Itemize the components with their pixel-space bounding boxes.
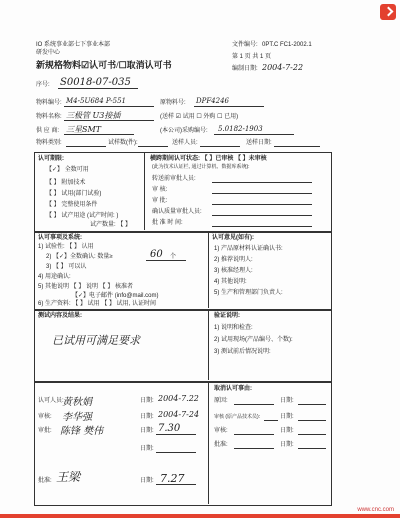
section-subtitle: (此为技术认证栏, 通过计算机、数据库系统): bbox=[152, 164, 250, 170]
approval-row-line bbox=[212, 182, 312, 183]
section-title: 认可事项及系统: bbox=[38, 235, 82, 241]
field-label: 送样日期: bbox=[246, 140, 272, 146]
quantity-value: 60 bbox=[150, 249, 163, 260]
signoff-date-label: 日期: bbox=[140, 446, 154, 452]
field-value: 三极管 U3接插 bbox=[66, 111, 121, 120]
page-indicator: 第 1 页 共 1 页 bbox=[232, 54, 272, 60]
form-title: 新规格物料☑认可书/☐取消认可书 bbox=[36, 60, 172, 70]
option-item[interactable]: 试产数量: 【 】 bbox=[90, 222, 132, 228]
date-underline bbox=[156, 434, 196, 435]
verify-row: 1) 说明和检查: bbox=[214, 325, 253, 331]
section-title: 认可意见(如有): bbox=[212, 235, 254, 241]
close-icon[interactable] bbox=[380, 4, 396, 20]
date-underline bbox=[156, 484, 196, 485]
field-underline bbox=[200, 146, 240, 147]
cancel-row-line bbox=[298, 448, 326, 449]
field-underline bbox=[64, 134, 134, 135]
approval-row: 确认质量审批人员: bbox=[152, 209, 202, 215]
date-value: 2004-7-22 bbox=[262, 63, 304, 72]
signoff-date: 2004-7-24 bbox=[158, 410, 200, 419]
footer-bar bbox=[0, 514, 400, 518]
serial-label: 序号: bbox=[36, 82, 50, 88]
option-item[interactable]: 【 】 试产用途 (试产时间: ) bbox=[46, 213, 119, 219]
approval-row-line bbox=[212, 226, 312, 227]
cancel-row-date: 日期: bbox=[280, 414, 294, 420]
section-title: 认可期限: bbox=[38, 156, 64, 162]
item-row: 4) 用途确认: bbox=[38, 274, 71, 280]
cancel-row-line bbox=[298, 434, 326, 435]
item-row: 2) 【✓】全数确认: 数量≥ bbox=[46, 254, 113, 260]
signoff-date-label: 日期: bbox=[140, 414, 154, 420]
opinion-row: 1) 产品原材料认证确认书: bbox=[214, 246, 283, 252]
approval-row: 批 准 时 间: bbox=[152, 220, 183, 226]
field-label: (本公司)采购编号: bbox=[160, 128, 208, 134]
signature: 黄秋娟 bbox=[62, 397, 92, 408]
field-underline bbox=[66, 146, 106, 147]
signoff-date-label: 日期: bbox=[140, 478, 154, 484]
test-result-handwriting: 已试用可满足要求 bbox=[52, 334, 140, 347]
signature: 陈锋 樊伟 bbox=[60, 426, 104, 437]
serial-underline bbox=[58, 88, 138, 89]
field-underline bbox=[274, 146, 320, 147]
item-row: 3) 【 】 可以认 bbox=[46, 264, 87, 270]
cancel-row-line bbox=[298, 420, 326, 421]
signoff-date-label: 日期: bbox=[140, 428, 154, 434]
quantity-unit: 个 bbox=[170, 254, 177, 260]
quantity-underline bbox=[146, 260, 186, 261]
item-row: 【✓】电子邮件 (info@mail.com) bbox=[72, 293, 159, 299]
field-value: 三星SMT bbox=[66, 125, 102, 134]
cancel-row-label: 批准: bbox=[214, 442, 228, 448]
serial-value: S0018-07-035 bbox=[60, 77, 131, 88]
field-label: 物料类别: bbox=[36, 140, 62, 146]
signature: 李华强 bbox=[62, 412, 92, 423]
cancel-row-line bbox=[234, 448, 274, 449]
doc-no-value: 0PT.C FC1-2002.1 bbox=[262, 42, 312, 48]
section-title: 取消认可事由: bbox=[214, 386, 252, 392]
approval-row-line bbox=[212, 193, 312, 194]
field-underline bbox=[64, 120, 154, 121]
opinion-row: 2) 推荐说明人: bbox=[214, 257, 253, 263]
field-label: 试样数(件): bbox=[108, 140, 138, 146]
divider bbox=[208, 232, 209, 308]
divider bbox=[208, 310, 209, 380]
field-label: 物料编号: bbox=[36, 100, 62, 106]
signoff-label: 批准: bbox=[38, 478, 52, 484]
item-row: 1) 试验性: 【 】 认用 bbox=[38, 244, 94, 250]
signoff-date-label: 日期: bbox=[140, 398, 154, 404]
signoff-date: 7.27 bbox=[160, 472, 185, 485]
section-title: 测试内容及结果: bbox=[38, 313, 82, 319]
verify-row: 2) 试用现场(产品编号、个数): bbox=[214, 337, 293, 343]
field-label: 送样人员: bbox=[172, 140, 198, 146]
item-row: 5) 其他说明 【 】 说明 【 】 核准者 bbox=[38, 284, 134, 290]
option-item[interactable]: 【 】 完整使用条件 bbox=[46, 202, 98, 208]
field-label: 原物料号: bbox=[160, 100, 186, 106]
approval-row-line bbox=[212, 215, 312, 216]
signoff-date: 2004-7.22 bbox=[158, 394, 199, 403]
cancel-row-label: 原因: bbox=[214, 398, 228, 404]
cancel-row-date: 日期: bbox=[280, 428, 294, 434]
field-underline bbox=[214, 134, 294, 135]
signoff-label: 认可人员: bbox=[38, 398, 64, 404]
approval-row: 审 批: bbox=[152, 198, 168, 204]
cancel-row-line bbox=[234, 434, 274, 435]
cancel-row-line bbox=[298, 404, 326, 405]
field-value: 5.0182-1903 bbox=[218, 125, 263, 133]
doc-no-label: 文件编号: bbox=[232, 42, 258, 48]
approval-row-line bbox=[212, 204, 312, 205]
option-item[interactable]: 【 】 附加技术 bbox=[46, 180, 86, 186]
field-value: DPF4246 bbox=[196, 97, 229, 105]
divider bbox=[144, 152, 145, 230]
signature: 王梁 bbox=[56, 470, 81, 484]
field-underline bbox=[64, 106, 154, 107]
approval-row: 转送前审批人员: bbox=[152, 176, 196, 182]
verify-row: 3) 测试前后情况说明: bbox=[214, 349, 271, 355]
cancel-row-date: 日期: bbox=[280, 442, 294, 448]
cancel-row-line bbox=[264, 420, 278, 421]
purpose-options: (送样 ☑ 试用 ☐ 外购 ☐ 已用) bbox=[160, 114, 239, 120]
opinion-row: 5) 生产和管理部门负责人: bbox=[214, 290, 283, 296]
field-value: M4-5U684 P-551 bbox=[66, 97, 126, 105]
footer-url: www.cnc.com bbox=[357, 507, 394, 513]
field-label: 供 应 商: bbox=[36, 128, 60, 134]
signoff-label: 审批: bbox=[38, 428, 52, 434]
date-underline bbox=[156, 452, 196, 453]
option-item[interactable]: 【 】 试用(部门试验) bbox=[46, 191, 102, 197]
option-item[interactable]: 【✓】 全数可用 bbox=[46, 167, 89, 173]
section-title: 横跨期间认可状态: 【 】已审核 【 】未审核 bbox=[150, 156, 267, 162]
signoff-date: 7.30 bbox=[158, 423, 181, 434]
section-title: 验证说明: bbox=[214, 313, 240, 319]
signoff-label: 审核: bbox=[38, 414, 52, 420]
field-label: 物料名称: bbox=[36, 114, 62, 120]
field-underline bbox=[138, 146, 168, 147]
opinion-row: 3) 核准经理人: bbox=[214, 268, 253, 274]
divider bbox=[208, 382, 209, 504]
item-row: 6) 生产资料: 【 】 试用 【 】 试用, 认证时间 bbox=[38, 301, 157, 307]
approval-row: 审 核: bbox=[152, 187, 168, 193]
department-name: 研发中心 bbox=[36, 50, 61, 56]
cancel-row-label: 审核: bbox=[214, 428, 228, 434]
opinion-row: 4) 其他说明: bbox=[214, 279, 247, 285]
cancel-row-label: 审核 (原产品技术员): bbox=[214, 414, 261, 420]
cancel-row-line bbox=[234, 404, 274, 405]
cancel-row-date: 日期: bbox=[280, 398, 294, 404]
field-underline bbox=[194, 106, 264, 107]
date-label: 编制日期: bbox=[232, 66, 258, 72]
company-name: IO 系统事业部七下事业本部 bbox=[36, 42, 111, 48]
